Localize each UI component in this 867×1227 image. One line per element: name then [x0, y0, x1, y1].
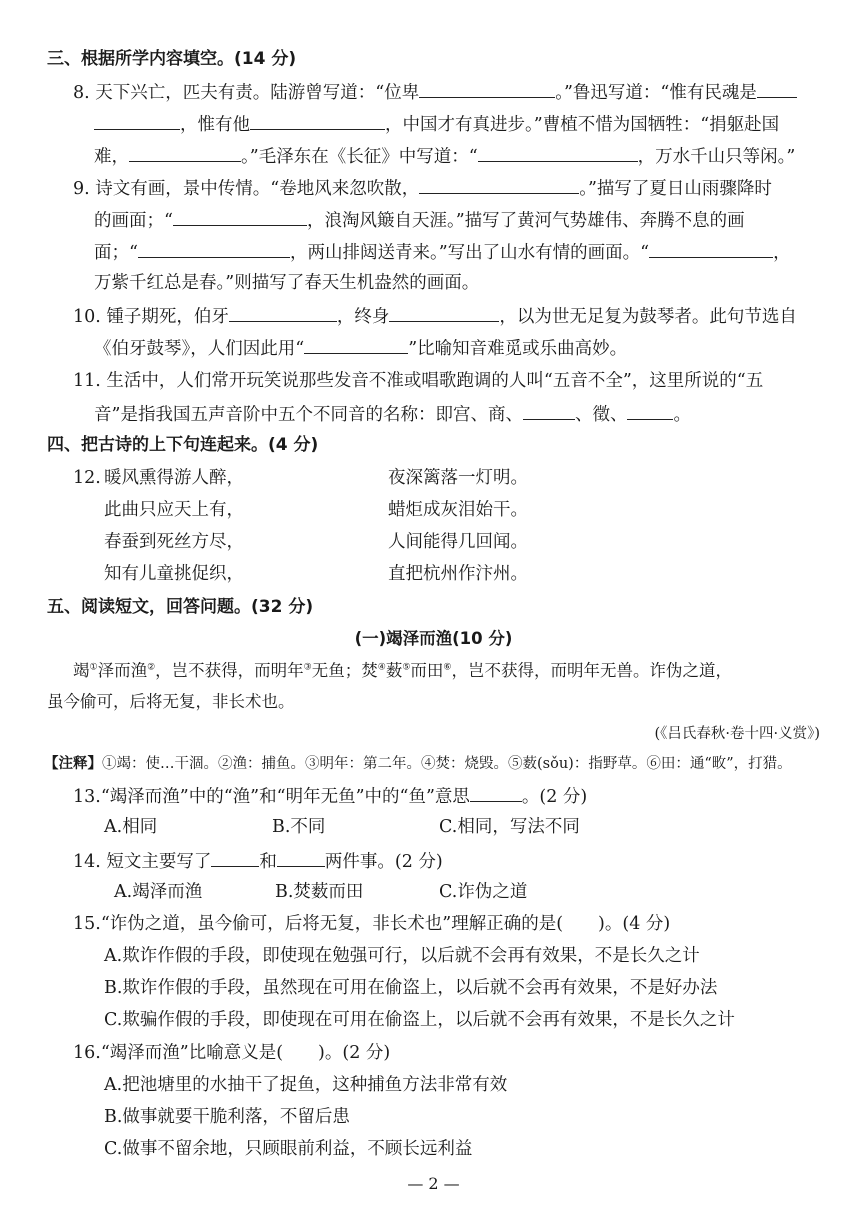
answer-blank[interactable] [478, 143, 638, 162]
section-3-heading: 三、根据所学内容填空。(14 分) [47, 49, 297, 69]
question-11-text: 、徵、 [574, 405, 628, 425]
question-9-text: 面；“ [94, 243, 138, 263]
option-item[interactable]: A.把池塘里的水抽干了捉鱼，这种捕鱼方法非常有效 [104, 1075, 508, 1095]
poem-left-line[interactable]: 暖风熏得游人醉， [104, 468, 244, 488]
notes-text: ①竭：使…干涸。②渔：捕鱼。③明年：第二年。④焚：烧毁。⑤薮(sǒu)：指野草。⑥田：通“畋”，打猎。 [102, 756, 792, 772]
question-8-text: 8. 天下兴亡，匹夫有责。陆游曾写道：“位卑 [73, 83, 420, 103]
question-10-line-1 [73, 303, 797, 329]
answer-blank[interactable] [419, 79, 555, 98]
question-10-text: ，终身 [336, 307, 390, 327]
passage-text: 而田 [410, 661, 444, 680]
passage-text: 竭 [73, 661, 90, 680]
section-4-heading: 四、把古诗的上下句连起来。(4 分) [47, 435, 319, 455]
page-number: — 2 — [407, 1174, 460, 1193]
answer-blank[interactable] [211, 848, 259, 867]
question-9-text: 。”描写了夏日山雨骤降时 [579, 179, 772, 199]
question-10-text: 10. 锺子期死，伯牙 [73, 307, 229, 327]
answer-blank[interactable] [304, 335, 408, 354]
footnote-mark: ④ [377, 662, 386, 673]
option-item[interactable]: C.诈伪之道 [439, 882, 528, 902]
footnote-mark: ③ [303, 662, 312, 673]
passage-title: (一)竭泽而渔(10 分) [354, 629, 513, 648]
question-10-text: ，以为世无足复为鼓琴者。此句节选自 [499, 307, 797, 327]
question-13 [73, 783, 587, 809]
answer-blank[interactable] [173, 207, 307, 226]
option-item[interactable]: A.竭泽而渔 [114, 882, 203, 902]
question-8-text: 。”鲁迅写道：“惟有民魂是 [555, 83, 757, 103]
option-item[interactable]: A.相同 [104, 817, 158, 837]
question-9-text: 9. 诗文有画，景中传情。“卷地风来忽吹散， [73, 179, 420, 199]
option-item[interactable]: A.欺诈作假的手段，即使现在勉强可行，以后就不会再有效果，不是长久之计 [104, 946, 700, 966]
passage-line-2: 虽今偷可，后将无复，非长术也。 [47, 692, 295, 711]
question-14-text: 两件事。(2 分) [324, 852, 443, 872]
option-item[interactable]: B.做事就要干脆利落，不留后患 [104, 1107, 350, 1127]
answer-blank[interactable] [649, 239, 773, 258]
section-5-heading: 五、阅读短文，回答问题。(32 分) [47, 597, 314, 617]
option-item[interactable]: C.欺骗作假的手段，即使现在可用在偷盗上，以后就不会再有效果，不是长久之计 [104, 1010, 735, 1030]
question-13-text: 13.“竭泽而渔”中的“渔”和“明年无鱼”中的“鱼”意思 [73, 787, 470, 807]
question-9-text: ， [773, 243, 791, 263]
answer-blank[interactable] [129, 143, 241, 162]
poem-left-line[interactable]: 知有儿童挑促织， [104, 564, 244, 584]
poem-right-line[interactable]: 直把杭州作汴州。 [388, 564, 528, 584]
passage-line-1 [73, 659, 732, 683]
passage-source: (《吕氏春秋·卷十四·义赏》) [654, 726, 820, 742]
question-8-line-1 [73, 79, 797, 105]
answer-blank[interactable] [627, 401, 673, 420]
question-9-text: 的画面；“ [94, 211, 173, 231]
poem-right-line[interactable]: 人间能得几回闻。 [388, 532, 528, 552]
question-8-line-2 [94, 111, 779, 137]
question-9-line-2 [94, 207, 745, 233]
question-10-line-2 [94, 335, 627, 361]
answer-blank[interactable] [389, 303, 499, 322]
question-10-text: 《伯牙鼓琴》，人们因此用“ [94, 339, 305, 359]
question-15: 15.“诈伪之道，虽今偷可，后将无复，非长术也”理解正确的是( )。(4 分) [73, 914, 671, 934]
answer-blank[interactable] [757, 79, 797, 98]
option-item[interactable]: C.做事不留余地，只顾眼前利益，不顾长远利益 [104, 1139, 473, 1159]
answer-blank[interactable] [470, 783, 522, 802]
option-item[interactable]: B.欺诈作假的手段，虽然现在可用在偷盗上，以后就不会再有效果，不是好办法 [104, 978, 718, 998]
question-8-line-3 [94, 143, 795, 169]
footnote-mark: ② [147, 662, 156, 673]
passage-text: ，岂不获得，而明年无兽。诈伪之道， [451, 661, 732, 680]
question-14-text: 14. 短文主要写了 [73, 852, 212, 872]
question-9-text: ，两山排闼送青来。”写出了山水有情的画面。“ [289, 243, 650, 263]
option-item[interactable]: C.相同，写法不同 [439, 817, 580, 837]
option-item[interactable]: B.焚薮而田 [275, 882, 364, 902]
answer-blank[interactable] [138, 239, 290, 258]
question-14-text: 和 [259, 852, 277, 872]
passage-text: 薮 [385, 661, 403, 680]
footnote-mark: ⑥ [443, 662, 452, 673]
footnote-mark: ⑤ [402, 662, 411, 673]
question-8-text: ，惟有他 [180, 115, 250, 135]
poem-right-line[interactable]: 夜深篱落一灯明。 [388, 468, 528, 488]
question-14 [73, 848, 443, 874]
poem-left-line[interactable]: 此曲只应天上有， [104, 500, 244, 520]
poem-right-line[interactable]: 蜡炬成灰泪始干。 [388, 500, 528, 520]
question-13-text: 。(2 分) [521, 787, 588, 807]
answer-blank[interactable] [229, 303, 337, 322]
question-9-line-3 [94, 239, 791, 265]
question-8-text: 难， [94, 147, 129, 167]
passage-notes [44, 752, 792, 776]
passage-text: ，岂不获得，而明年 [155, 661, 304, 680]
option-item[interactable]: B.不同 [272, 817, 326, 837]
answer-blank[interactable] [277, 848, 325, 867]
question-8-text: ，万水千山只等闲。” [637, 147, 796, 167]
question-9-line-1 [73, 175, 772, 201]
question-16: 16.“竭泽而渔”比喻意义是( )。(2 分) [73, 1043, 391, 1063]
passage-text: 泽而渔 [97, 661, 148, 680]
answer-blank[interactable] [419, 175, 579, 194]
notes-label: 【注释】 [44, 756, 102, 772]
answer-blank[interactable] [523, 401, 575, 420]
question-11-text: 。 [673, 405, 691, 425]
question-11-text: 音”是指我国五声音阶中五个不同音的名称：即宫、商、 [94, 405, 523, 425]
question-9-line-4: 万紫千红总是春。”则描写了春天生机盎然的画面。 [94, 273, 480, 293]
answer-blank[interactable] [250, 111, 385, 130]
footnote-mark: ① [89, 662, 98, 673]
question-11-line-2 [94, 401, 691, 427]
question-8-text: ，中国才有真进步。”曹植不惜为国牺牲：“捐躯赴国 [385, 115, 780, 135]
question-10-text: ”比喻知音难觅或乐曲高妙。 [408, 339, 628, 359]
question-12-number: 12. [73, 468, 101, 488]
question-9-text: ，浪淘风簸自天涯。”描写了黄河气势雄伟、奔腾不息的画 [306, 211, 745, 231]
passage-text: 无鱼；焚 [311, 661, 378, 680]
question-11-line-1: 11. 生活中，人们常开玩笑说那些发音不准或唱歌跑调的人叫“五音不全”，这里所说的“五 [73, 371, 764, 391]
question-8-text: 。”毛泽东在《长征》中写道：“ [241, 147, 478, 167]
poem-left-line[interactable]: 春蚕到死丝方尽， [104, 532, 244, 552]
answer-blank[interactable] [94, 111, 180, 130]
